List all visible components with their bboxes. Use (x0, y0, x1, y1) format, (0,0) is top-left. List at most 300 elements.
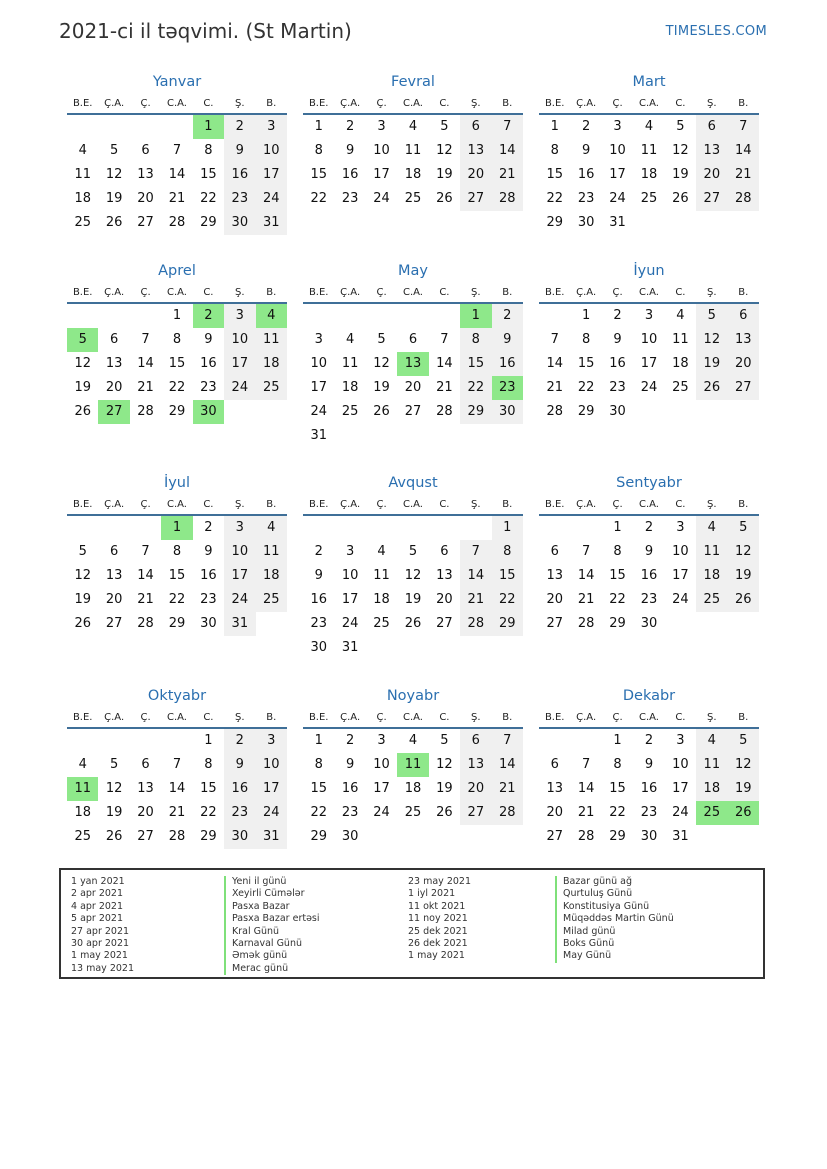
day-cell: 29 (200, 215, 217, 230)
day-cell: 3 (256, 115, 287, 139)
empty-cell (334, 304, 365, 328)
day-cell: 24 (341, 616, 359, 631)
day-cell: 27 (436, 616, 453, 631)
day-cell: 18 (341, 380, 359, 395)
day-cell: 5 (728, 516, 759, 540)
month-calendar (539, 261, 759, 424)
day-cell: 21 (546, 380, 563, 395)
empty-cell (98, 115, 129, 139)
day-cell: 20 (696, 163, 727, 187)
day-cell: 9 (224, 753, 255, 777)
legend-date: 30 apr 2021 (71, 937, 130, 949)
day-cell: 4 (78, 757, 87, 772)
day-cell: 12 (436, 143, 453, 158)
day-cell: 26 (404, 616, 422, 631)
day-cell: 24 (609, 191, 626, 206)
legend-holiday-name: Konstitusiya Günü (555, 901, 674, 913)
day-cell: 14 (436, 356, 453, 371)
day-cell: 21 (577, 805, 595, 820)
day-cell: 10 (609, 143, 626, 158)
day-cell: 26 (74, 404, 91, 419)
day-cell: 3 (644, 308, 654, 323)
day-cell: 11 (640, 143, 658, 158)
empty-cell (67, 516, 98, 540)
weekday-header: C. (665, 93, 696, 115)
legend-dates-column-1 (71, 876, 134, 975)
day-cell: 18 (696, 564, 727, 588)
holiday-day-cell: 1 (161, 516, 192, 540)
legend-holiday-name: Pasxa Bazar ertəsi (224, 913, 320, 925)
day-cell: 19 (105, 805, 123, 820)
day-cell: 22 (546, 191, 563, 206)
month-name: İyul (163, 475, 191, 491)
weekday-header: C. (193, 494, 224, 516)
month-name: May (398, 263, 428, 279)
day-cell: 14 (492, 753, 523, 777)
day-cell: 7 (141, 332, 150, 347)
day-cell: 4 (644, 119, 654, 134)
brand-link[interactable]: TIMESLES.COM (665, 24, 767, 39)
weekday-header: Ç. (130, 282, 161, 304)
weekday-header: Ç. (366, 282, 397, 304)
day-cell: 4 (345, 332, 355, 347)
day-cell: 1 (613, 733, 622, 748)
weekday-header: Ş. (460, 707, 491, 729)
day-cell: 6 (460, 115, 491, 139)
day-cell: 11 (373, 568, 390, 583)
weekday-header: Ç.A. (570, 494, 601, 516)
weekday-header: Ç.A. (98, 93, 129, 115)
weekday-header: B.E. (67, 282, 98, 304)
day-cell: 14 (577, 781, 595, 796)
day-cell: 15 (200, 781, 217, 796)
legend-dates-column-2 (408, 876, 471, 963)
day-cell: 12 (105, 167, 123, 182)
legend-date: 1 yan 2021 (71, 876, 125, 887)
day-cell: 8 (460, 328, 491, 352)
day-cell: 23 (310, 616, 327, 631)
day-cell: 21 (436, 380, 453, 395)
day-cell: 16 (224, 777, 255, 801)
day-cell: 28 (492, 187, 523, 211)
day-cell: 29 (609, 829, 626, 844)
weekday-header: B. (256, 282, 287, 304)
day-cell: 22 (460, 376, 491, 400)
day-cell: 5 (377, 332, 386, 347)
day-cell: 14 (460, 564, 491, 588)
day-cell: 22 (577, 380, 595, 395)
day-cell: 3 (256, 729, 287, 753)
weekday-header: C. (193, 282, 224, 304)
weekday-header: Ş. (696, 494, 727, 516)
day-cell: 22 (492, 588, 523, 612)
holiday-day-cell: 11 (397, 753, 428, 777)
legend-date: 1 may 2021 (71, 950, 128, 962)
empty-cell (397, 516, 428, 540)
day-cell: 29 (310, 829, 327, 844)
day-cell: 30 (609, 404, 626, 419)
day-cell: 15 (310, 781, 327, 796)
month-calendar (67, 473, 287, 636)
weekday-header: B. (728, 494, 759, 516)
day-cell: 14 (168, 781, 186, 796)
month-calendar (539, 686, 759, 849)
empty-cell (366, 304, 397, 328)
month-grid (67, 707, 287, 849)
day-cell: 9 (581, 143, 591, 158)
holiday-day-cell: 30 (193, 400, 224, 424)
day-cell: 19 (74, 380, 91, 395)
day-cell: 27 (546, 829, 563, 844)
weekday-header: Ş. (224, 93, 255, 115)
legend-names-column-1 (224, 876, 320, 975)
month-grid (539, 707, 759, 849)
day-cell: 19 (373, 380, 390, 395)
empty-cell (98, 729, 129, 753)
day-cell: 29 (200, 829, 217, 844)
holiday-day-cell: 1 (460, 304, 491, 328)
day-cell: 31 (256, 825, 287, 849)
day-cell: 20 (460, 777, 491, 801)
legend-date: 11 okt 2021 (408, 900, 466, 912)
day-cell: 15 (577, 356, 595, 371)
day-cell: 21 (460, 588, 491, 612)
day-cell: 25 (672, 380, 689, 395)
weekday-header: Ç. (602, 494, 633, 516)
empty-cell (130, 516, 161, 540)
legend-names-column-2 (555, 876, 674, 963)
day-cell: 25 (74, 215, 91, 230)
day-cell: 18 (256, 352, 287, 376)
day-cell: 25 (373, 616, 390, 631)
day-cell: 30 (577, 215, 595, 230)
month-name: Sentyabr (616, 475, 682, 491)
day-cell: 7 (141, 544, 150, 559)
day-cell: 30 (341, 829, 359, 844)
day-cell: 9 (644, 544, 654, 559)
day-cell: 26 (436, 191, 453, 206)
legend-date: 1 iyl 2021 (408, 888, 456, 900)
day-cell: 26 (696, 376, 727, 400)
day-cell: 14 (168, 167, 186, 182)
weekday-header: Ç. (130, 93, 161, 115)
day-cell: 9 (613, 332, 622, 347)
empty-cell (67, 729, 98, 753)
day-cell: 27 (460, 187, 491, 211)
empty-cell (161, 115, 192, 139)
day-cell: 14 (546, 356, 563, 371)
day-cell: 10 (373, 143, 390, 158)
empty-cell (539, 516, 570, 540)
day-cell: 6 (728, 304, 759, 328)
day-cell: 19 (672, 167, 689, 182)
legend-date: 27 apr 2021 (71, 925, 130, 937)
day-cell: 31 (341, 640, 359, 655)
day-cell: 28 (436, 404, 453, 419)
day-cell: 27 (546, 616, 563, 631)
empty-cell (98, 516, 129, 540)
weekday-header: B.E. (67, 93, 98, 115)
day-cell: 15 (310, 167, 327, 182)
weekday-header: Ç. (366, 707, 397, 729)
weekday-header: Ş. (224, 494, 255, 516)
day-cell: 14 (577, 568, 595, 583)
day-cell: 4 (408, 733, 418, 748)
day-cell: 22 (609, 592, 626, 607)
day-cell: 25 (696, 588, 727, 612)
day-cell: 16 (341, 167, 359, 182)
day-cell: 24 (256, 801, 287, 825)
day-cell: 10 (224, 328, 255, 352)
day-cell: 7 (581, 544, 591, 559)
day-cell: 15 (609, 781, 626, 796)
day-cell: 18 (373, 592, 390, 607)
day-cell: 11 (256, 328, 287, 352)
day-cell: 5 (676, 119, 685, 134)
day-cell: 26 (728, 588, 759, 612)
day-cell: 3 (377, 733, 386, 748)
day-cell: 23 (341, 805, 359, 820)
day-cell: 17 (224, 564, 255, 588)
day-cell: 16 (492, 352, 523, 376)
day-cell: 3 (224, 304, 255, 328)
day-cell: 8 (613, 544, 622, 559)
day-cell: 22 (168, 592, 186, 607)
weekday-header: Ç. (130, 707, 161, 729)
day-cell: 4 (256, 516, 287, 540)
day-cell: 8 (550, 143, 559, 158)
day-cell: 27 (137, 215, 154, 230)
day-cell: 10 (256, 753, 287, 777)
day-cell: 3 (676, 520, 685, 535)
day-cell: 14 (492, 139, 523, 163)
day-cell: 16 (200, 356, 217, 371)
day-cell: 14 (728, 139, 759, 163)
day-cell: 17 (373, 781, 390, 796)
legend-holiday-name: Pasxa Bazar (224, 901, 320, 913)
legend-date: 1 may 2021 (408, 950, 465, 962)
day-cell: 26 (436, 805, 453, 820)
weekday-header: Ç. (602, 282, 633, 304)
weekday-header: C.A. (633, 494, 664, 516)
day-cell: 27 (696, 187, 727, 211)
day-cell: 13 (105, 568, 123, 583)
holiday-day-cell: 25 (696, 801, 727, 825)
day-cell: 31 (224, 612, 255, 636)
day-cell: 22 (310, 191, 327, 206)
day-cell: 31 (310, 428, 327, 443)
day-cell: 8 (314, 757, 323, 772)
legend-holiday-name: Yeni il günü (224, 876, 320, 888)
day-cell: 13 (728, 328, 759, 352)
day-cell: 24 (672, 592, 689, 607)
day-cell: 22 (200, 191, 217, 206)
day-cell: 28 (546, 404, 563, 419)
day-cell: 4 (696, 729, 727, 753)
day-cell: 23 (577, 191, 595, 206)
day-cell: 24 (310, 404, 327, 419)
weekday-header: Ç.A. (334, 494, 365, 516)
day-cell: 28 (137, 404, 154, 419)
weekday-header: B.E. (303, 282, 334, 304)
day-cell: 30 (224, 211, 255, 235)
day-cell: 3 (613, 119, 622, 134)
day-cell: 12 (436, 757, 453, 772)
weekday-header: B.E. (67, 707, 98, 729)
weekday-header: Ç. (602, 93, 633, 115)
empty-cell (130, 115, 161, 139)
day-cell: 21 (168, 805, 186, 820)
day-cell: 15 (460, 352, 491, 376)
day-cell: 30 (492, 400, 523, 424)
weekday-header: C. (665, 707, 696, 729)
day-cell: 5 (440, 119, 449, 134)
weekday-header: B. (256, 93, 287, 115)
day-cell: 22 (200, 805, 217, 820)
day-cell: 27 (404, 404, 422, 419)
day-cell: 18 (74, 805, 91, 820)
day-cell: 16 (200, 568, 217, 583)
day-cell: 28 (577, 829, 595, 844)
day-cell: 1 (550, 119, 559, 134)
day-cell: 24 (373, 191, 390, 206)
legend-date: 2 apr 2021 (71, 888, 124, 900)
month-calendar (303, 473, 523, 660)
day-cell: 2 (224, 729, 255, 753)
holiday-day-cell: 4 (256, 304, 287, 328)
day-cell: 17 (609, 167, 626, 182)
day-cell: 8 (581, 332, 591, 347)
weekday-header: Ç.A. (98, 282, 129, 304)
day-cell: 9 (204, 332, 213, 347)
day-cell: 6 (550, 757, 559, 772)
day-cell: 8 (492, 540, 523, 564)
day-cell: 26 (105, 829, 123, 844)
legend-holiday-name: Karnaval Günü (224, 938, 320, 950)
day-cell: 29 (168, 404, 186, 419)
weekday-header: C. (429, 707, 460, 729)
day-cell: 16 (577, 167, 595, 182)
day-cell: 11 (696, 753, 727, 777)
day-cell: 20 (137, 805, 154, 820)
weekday-header: C.A. (633, 93, 664, 115)
day-cell: 23 (640, 805, 658, 820)
day-cell: 21 (137, 380, 154, 395)
day-cell: 17 (672, 568, 689, 583)
month-grid (303, 93, 523, 211)
day-cell: 17 (310, 380, 327, 395)
day-cell: 15 (492, 564, 523, 588)
day-cell: 7 (550, 332, 559, 347)
legend-holiday-name: Bazar günü ağ (555, 876, 674, 888)
weekday-header: Ç.A. (334, 707, 365, 729)
day-cell: 31 (672, 829, 689, 844)
day-cell: 23 (224, 801, 255, 825)
day-cell: 26 (672, 191, 689, 206)
day-cell: 12 (696, 328, 727, 352)
day-cell: 15 (168, 568, 186, 583)
day-cell: 28 (492, 801, 523, 825)
day-cell: 12 (672, 143, 689, 158)
day-cell: 28 (460, 612, 491, 636)
empty-cell (303, 516, 334, 540)
day-cell: 30 (640, 829, 658, 844)
day-cell: 20 (728, 352, 759, 376)
day-cell: 27 (105, 616, 123, 631)
day-cell: 3 (345, 544, 355, 559)
day-cell: 2 (345, 119, 355, 134)
day-cell: 15 (200, 167, 217, 182)
empty-cell (570, 516, 601, 540)
legend-holiday-name: Əmək günü (224, 950, 320, 962)
holiday-day-cell: 23 (492, 376, 523, 400)
weekday-header: B. (728, 282, 759, 304)
day-cell: 25 (256, 588, 287, 612)
weekday-header: C. (429, 494, 460, 516)
day-cell: 25 (404, 191, 422, 206)
weekday-header: B.E. (303, 494, 334, 516)
weekday-header: Ç. (130, 494, 161, 516)
day-cell: 31 (609, 215, 626, 230)
empty-cell (130, 304, 161, 328)
day-cell: 29 (609, 616, 626, 631)
legend-holiday-name: Müqəddəs Martin Günü (555, 913, 674, 925)
month-calendar (539, 473, 759, 636)
day-cell: 8 (314, 143, 323, 158)
day-cell: 5 (109, 757, 119, 772)
empty-cell (334, 516, 365, 540)
day-cell: 29 (492, 612, 523, 636)
day-cell: 16 (224, 163, 255, 187)
legend-holiday-name: May Günü (555, 950, 674, 962)
day-cell: 12 (404, 568, 422, 583)
day-cell: 25 (404, 805, 422, 820)
day-cell: 16 (640, 781, 658, 796)
day-cell: 29 (460, 400, 491, 424)
day-cell: 2 (345, 733, 355, 748)
day-cell: 29 (546, 215, 563, 230)
holiday-day-cell: 2 (193, 304, 224, 328)
day-cell: 2 (224, 115, 255, 139)
day-cell: 19 (105, 191, 123, 206)
day-cell: 28 (168, 215, 186, 230)
day-cell: 4 (78, 143, 87, 158)
day-cell: 1 (204, 733, 213, 748)
legend-date: 13 may 2021 (71, 962, 135, 974)
legend-date: 25 dek 2021 (408, 925, 468, 937)
legend-holiday-name: Kral Günü (224, 926, 320, 938)
day-cell: 12 (728, 540, 759, 564)
day-cell: 22 (168, 380, 186, 395)
weekday-header: Ş. (460, 494, 491, 516)
weekday-header: Ş. (696, 707, 727, 729)
day-cell: 20 (404, 380, 422, 395)
day-cell: 18 (256, 564, 287, 588)
weekday-header: C.A. (161, 282, 192, 304)
day-cell: 4 (696, 516, 727, 540)
day-cell: 10 (224, 540, 255, 564)
weekday-header: Ş. (460, 93, 491, 115)
day-cell: 16 (341, 781, 359, 796)
holiday-day-cell: 11 (67, 777, 98, 801)
day-cell: 11 (256, 540, 287, 564)
month-grid (67, 494, 287, 636)
day-cell: 7 (728, 115, 759, 139)
day-cell: 28 (728, 187, 759, 211)
day-cell: 9 (345, 143, 355, 158)
weekday-header: C. (429, 93, 460, 115)
day-cell: 16 (640, 568, 658, 583)
